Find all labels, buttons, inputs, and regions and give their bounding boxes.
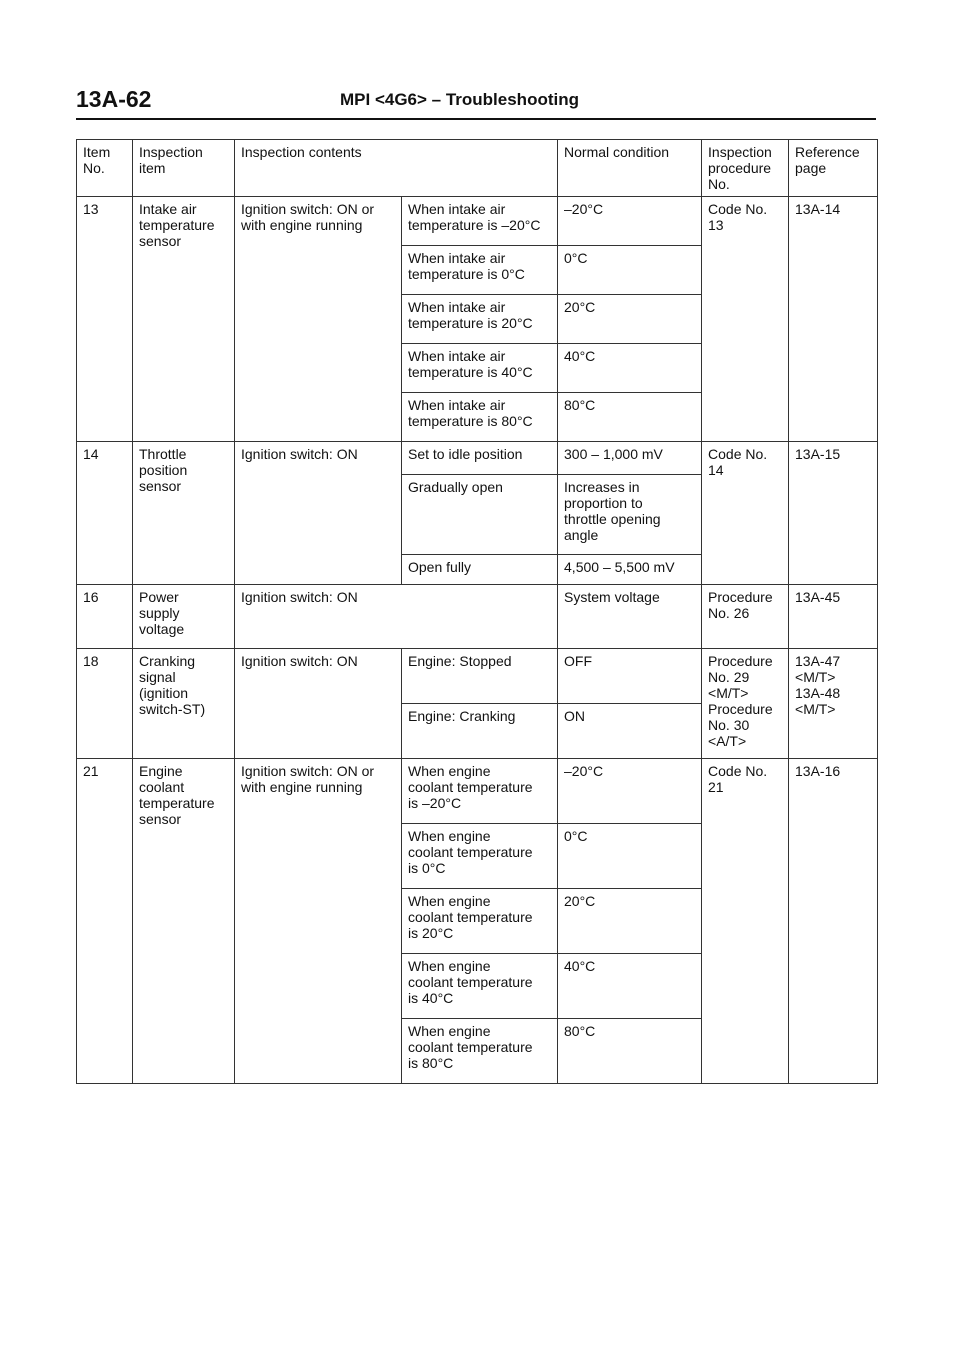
troubleshooting-table: [76, 139, 878, 1084]
condition-cell: When engine coolant temperature is 40°C: [402, 954, 558, 1019]
condition-cell: Open fully: [402, 555, 558, 585]
condition-cell: When intake air temperature is –20°C: [402, 197, 558, 246]
table-row: [77, 197, 878, 246]
reference-cell: 13A-14: [789, 197, 878, 442]
normal-condition-cell: 4,500 – 5,500 mV: [558, 555, 702, 585]
normal-condition-cell: –20°C: [558, 759, 702, 824]
condition-cell: Engine: Cranking: [402, 704, 558, 759]
inspection-contents-cell: Ignition switch: ON: [235, 585, 558, 649]
normal-condition-cell: –20°C: [558, 197, 702, 246]
header-inspection-procedure: Inspection procedure No.: [702, 140, 789, 197]
procedure-cell: Code No. 13: [702, 197, 789, 442]
reference-cell: 13A-47 <M/T> 13A-48 <M/T>: [789, 649, 878, 759]
normal-condition-cell: 20°C: [558, 295, 702, 344]
condition-cell: Engine: Stopped: [402, 649, 558, 704]
item-no-cell: 13: [77, 197, 133, 442]
normal-condition-cell: System voltage: [558, 585, 702, 649]
table-row: [77, 585, 878, 649]
condition-cell: When intake air temperature is 80°C: [402, 393, 558, 442]
inspection-contents-cell: Ignition switch: ON or with engine running: [235, 759, 402, 1084]
condition-cell: When intake air temperature is 40°C: [402, 344, 558, 393]
condition-cell: When engine coolant temperature is –20°C: [402, 759, 558, 824]
normal-condition-cell: 80°C: [558, 393, 702, 442]
item-no-cell: 18: [77, 649, 133, 759]
normal-condition-cell: Increases in proportion to throttle opening angle: [558, 475, 702, 555]
condition-cell: Gradually open: [402, 475, 558, 555]
procedure-cell: Procedure No. 26: [702, 585, 789, 649]
inspection-contents-cell: Ignition switch: ON: [235, 649, 402, 759]
item-no-cell: 14: [77, 442, 133, 585]
reference-cell: 13A-45: [789, 585, 878, 649]
header-inspection-contents: Inspection contents: [235, 140, 558, 197]
procedure-cell: Code No. 21: [702, 759, 789, 1084]
header-normal-condition: Normal condition: [558, 140, 702, 197]
normal-condition-cell: 20°C: [558, 889, 702, 954]
condition-cell: When engine coolant temperature is 20°C: [402, 889, 558, 954]
header-reference-page: Reference page: [789, 140, 878, 197]
inspection-item-cell: Intake air temperature sensor: [133, 197, 235, 442]
condition-cell: When engine coolant temperature is 0°C: [402, 824, 558, 889]
header-inspection-item: Inspection item: [133, 140, 235, 197]
inspection-item-cell: Throttle position sensor: [133, 442, 235, 585]
normal-condition-cell: 300 – 1,000 mV: [558, 442, 702, 475]
page-title: MPI <4G6> – Troubleshooting: [340, 90, 579, 109]
table-row: [77, 759, 878, 824]
normal-condition-cell: 40°C: [558, 344, 702, 393]
header-rule: [76, 118, 876, 120]
page-number: 13A-62: [76, 86, 152, 112]
table-row: [77, 442, 878, 475]
procedure-cell: Code No. 14: [702, 442, 789, 585]
condition-cell: When intake air temperature is 0°C: [402, 246, 558, 295]
table-header-row: [77, 140, 878, 197]
reference-cell: 13A-15: [789, 442, 878, 585]
item-no-cell: 21: [77, 759, 133, 1084]
header-item-no: Item No.: [77, 140, 133, 197]
normal-condition-cell: 0°C: [558, 824, 702, 889]
reference-cell: 13A-16: [789, 759, 878, 1084]
inspection-contents-cell: Ignition switch: ON: [235, 442, 402, 585]
condition-cell: When engine coolant temperature is 80°C: [402, 1019, 558, 1084]
procedure-cell: Procedure No. 29 <M/T> Procedure No. 30 <A/T>: [702, 649, 789, 759]
normal-condition-cell: 40°C: [558, 954, 702, 1019]
condition-cell: When intake air temperature is 20°C: [402, 295, 558, 344]
normal-condition-cell: 0°C: [558, 246, 702, 295]
condition-cell: Set to idle position: [402, 442, 558, 475]
item-no-cell: 16: [77, 585, 133, 649]
inspection-item-cell: Engine coolant temperature sensor: [133, 759, 235, 1084]
inspection-item-cell: Cranking signal (ignition switch-ST): [133, 649, 235, 759]
page-header: [76, 86, 876, 114]
normal-condition-cell: ON: [558, 704, 702, 759]
normal-condition-cell: OFF: [558, 649, 702, 704]
normal-condition-cell: 80°C: [558, 1019, 702, 1084]
table-row: [77, 649, 878, 704]
inspection-item-cell: Power supply voltage: [133, 585, 235, 649]
inspection-contents-cell: Ignition switch: ON or with engine running: [235, 197, 402, 442]
